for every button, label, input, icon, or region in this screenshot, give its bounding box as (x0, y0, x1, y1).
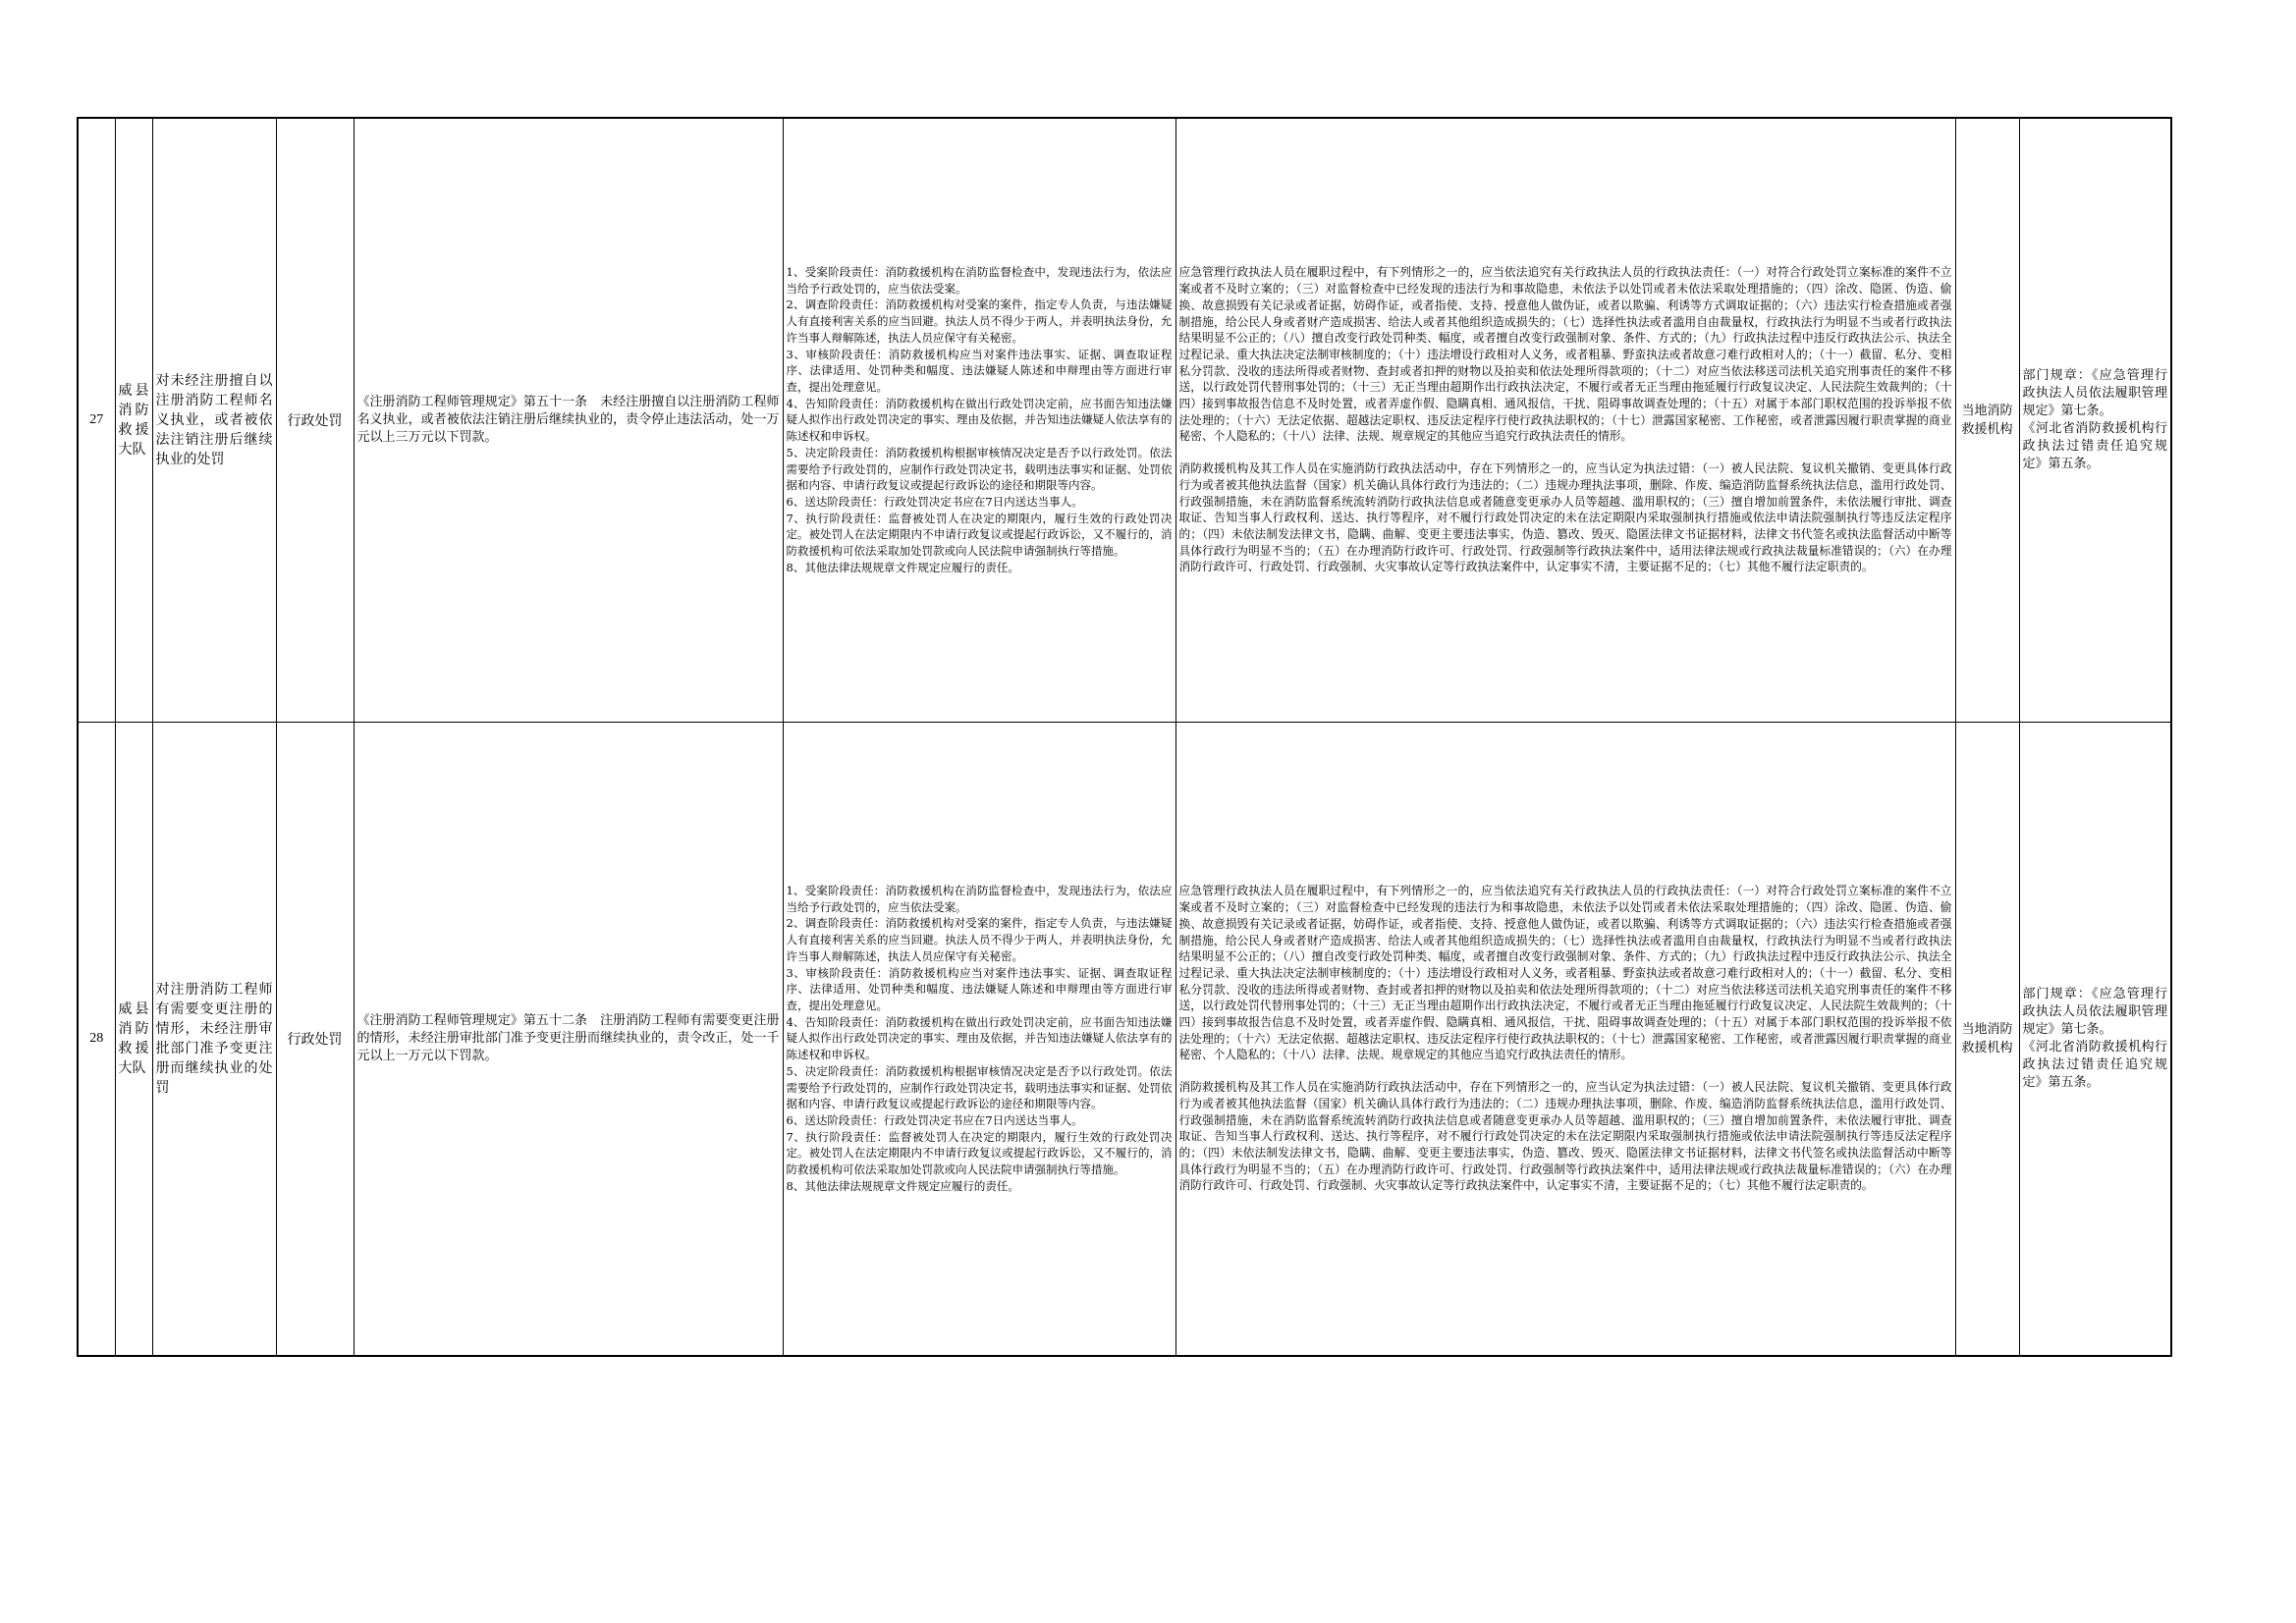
responsibility-item: 3、审核阶段责任：消防救援机构应当对案件违法事实、证据、调查取证程序、法律适用、处罚种类和幅度、违法嫌疑人陈述和申辩理由等方面进行审查，提出处理意见。 (786, 965, 1173, 1012)
item-name-cell: 对未经注册擅自以注册消防工程师名义执业，或者被依法注销注册后继续执业的处罚 (152, 118, 276, 722)
category-cell: 行政处罚 (276, 722, 354, 1356)
reference-item: 部门规章：《应急管理行政执法人员依法履职管理规定》第七条。 (2022, 986, 2167, 1037)
responsibility-item: 5、决定阶段责任：消防救援机构根据审核情况决定是否予以行政处罚。依法需要给予行政处罚的，应制作行政处罚决定书，载明违法事实和证据、处罚依据和内容、申请行政复议或提起行政诉讼的途径和期限等内容。 (786, 1063, 1173, 1111)
item-name-cell: 对注册消防工程师有需要变更注册的情形，未经注册审批部门准予变更注册而继续执业的处罚 (152, 722, 276, 1356)
responsibility-cell (783, 118, 1175, 722)
responsibility-item: 8、其他法律法规规章文件规定应履行的责任。 (786, 1178, 1019, 1193)
responsible-subject-cell: 当地消防救援机构 (1955, 722, 2019, 1356)
reference-item: 部门规章：《应急管理行政执法人员依法履职管理规定》第七条。 (2022, 367, 2167, 418)
row-number: 28 (78, 722, 115, 1356)
responsibility-item: 1、受案阶段责任：消防救援机构在消防监督检查中，发现违法行为，依法应当给予行政处罚的，应当依法受案。 (786, 265, 1173, 296)
accountability-paragraph: 应急管理行政执法人员在履职过程中，有下列情形之一的，应当依法追究有关行政执法人员的行政执法责任：（一）对符合行政处罚立案标准的案件不立案或者不及时立案的；（三）对监督检查中已经发现的违法行为和事故隐患，未依法予以处罚或者未依法采取处理措施的；（四）涂改、隐匿、伪造、偷换、故意损毁有关记录或者证据，妨碍作证，或者指使、支持、授意他人做伪证，或者以欺骗、利诱等方式调取证据的；（六）违法实行检查措施或者强制措施，给公民人身或者财产造成损害、给法人或者其他组织造成损失的；（七）选择性执法或者滥用自由裁量权，行政执法行为明显不当或者行政执法结果明显不公正的；（八）擅自改变行政处罚种类、幅度，或者擅自改变行政强制对象、条件、方式的；（九）行政执法过程中违反行政执法公示、执法全过程记录、重大执法决定法制审核制度的；（十）违法增设行政相对人义务，或者粗暴、野蛮执法或者故意刁难行政相对人的；（十一）截留、私分、变相私分罚款、没收的违法所得或者财物、查封或者扣押的财物以及拍卖和依法处理所得款项的；（十二）对应当依法移送司法机关追究刑事责任的案件不移送，以行政处罚代替刑事处罚的；（十三）无正当理由超期作出行政执法决定，不履行或者无正当理由拖延履行行政复议决定、人民法院生效裁判的；（十四）接到事故报告信息不及时处置，或者弄虚作假、隐瞒真相、通风报信，干扰、阻碍事故调查处理的；（十五）对属于本部门职权范围的投诉举报不依法处理的；（十六）无法定依据、超越法定职权、违反法定程序行使行政执法职权的；（十七）泄露国家秘密、工作秘密，或者泄露因履行职责掌握的商业秘密、个人隐私的；（十八）法律、法规、规章规定的其他应当追究行政执法责任的情形。 (1178, 265, 1952, 444)
legal-basis-cell: 《注册消防工程师管理规定》第五十二条 注册消防工程师有需要变更注册的情形，未经注册审批部门准予变更注册而继续执业的，责令改正，处一千元以上一万元以下罚款。 (354, 722, 783, 1356)
responsibility-item: 4、告知阶段责任：消防救援机构在做出行政处罚决定前，应书面告知违法嫌疑人拟作出行政处罚决定的事实、理由及依据，并告知违法嫌疑人依法享有的陈述权和申诉权。 (786, 1014, 1173, 1062)
accountability-paragraph: 消防救援机构及其工作人员在实施消防行政执法活动中，存在下列情形之一的，应当认定为执法过错：（一）被人民法院、复议机关撤销、变更具体行政行为或者被其他执法监督（国家）机关确认具体行政行为违法的；（二）违规办理执法事项，删除、作废、编造消防监督系统执法信息，滥用行政处罚、行政强制措施，未在消防监督系统流转消防行政执法信息或者随意变更承办人员等超越、滥用职权的；（三）擅自增加前置条件，未依法履行审批、调查取证、告知当事人行政权利、送达、执行等程序，对不履行行政处罚决定的未在法定期限内采取强制执行措施或依法申请法院强制执行等违反法定程序的；（四）未依法制发法律文书，隐瞒、曲解、变更主要违法事实，伪造、篡改、毁灭、隐匿法律文书证据材料，法律文书代签名或执法监督活动中断等具体行政行为明显不当的；（五）在办理消防行政许可、行政处罚、行政强制等行政执法案件中，适用法律法规或行政执法裁量标准错误的；（六）在办理消防行政许可、行政处罚、行政强制、火灾事故认定等行政执法案件中，认定事实不清，主要证据不足的；（七）其他不履行法定职责的。 (1178, 1080, 1952, 1193)
responsibility-item: 7、执行阶段责任：监督被处罚人在决定的期限内，履行生效的行政处罚决定。被处罚人在法定期限内不申请行政复议或提起行政诉讼，又不履行的，消防救援机构可依法采取加处罚款或向人民法院申请强制执行等措施。 (786, 511, 1173, 559)
department-cell: 威县消防救援大队 (115, 118, 152, 722)
responsibility-item: 8、其他法律法规规章文件规定应履行的责任。 (786, 560, 1019, 574)
responsibility-item: 4、告知阶段责任：消防救援机构在做出行政处罚决定前，应书面告知违法嫌疑人拟作出行政处罚决定的事实、理由及依据，并告知违法嫌疑人依法享有的陈述权和申诉权。 (786, 396, 1173, 444)
responsibility-item: 2、调查阶段责任：消防救援机构对受案的案件，指定专人负责，与违法嫌疑人有直接利害关系的应当回避。执法人员不得少于两人，并表明执法身份，允许当事人辩解陈述，执法人员应保守有关秘密。 (786, 916, 1173, 963)
responsibility-table (77, 117, 2172, 1357)
accountability-paragraph: 应急管理行政执法人员在履职过程中，有下列情形之一的，应当依法追究有关行政执法人员的行政执法责任：（一）对符合行政处罚立案标准的案件不立案或者不及时立案的；（三）对监督检查中已经发现的违法行为和事故隐患，未依法予以处罚或者未依法采取处理措施的；（四）涂改、隐匿、伪造、偷换、故意损毁有关记录或者证据，妨碍作证，或者指使、支持、授意他人做伪证，或者以欺骗、利诱等方式调取证据的；（六）违法实行检查措施或者强制措施，给公民人身或者财产造成损害、给法人或者其他组织造成损失的；（七）选择性执法或者滥用自由裁量权，行政执法行为明显不当或者行政执法结果明显不公正的；（八）擅自改变行政处罚种类、幅度，或者擅自改变行政强制对象、条件、方式的；（九）行政执法过程中违反行政执法公示、执法全过程记录、重大执法决定法制审核制度的；（十）违法增设行政相对人义务，或者粗暴、野蛮执法或者故意刁难行政相对人的；（十一）截留、私分、变相私分罚款、没收的违法所得或者财物、查封或者扣押的财物以及拍卖和依法处理所得款项的；（十二）对应当依法移送司法机关追究刑事责任的案件不移送，以行政处罚代替刑事处罚的；（十三）无正当理由超期作出行政执法决定，不履行或者无正当理由拖延履行行政复议决定、人民法院生效裁判的；（十四）接到事故报告信息不及时处置，或者弄虚作假、隐瞒真相、通风报信，干扰、阻碍事故调查处理的；（十五）对属于本部门职权范围的投诉举报不依法处理的；（十六）无法定依据、超越法定职权、违反法定程序行使行政执法职权的；（十七）泄露国家秘密、工作秘密，或者泄露因履行职责掌握的商业秘密、个人隐私的；（十八）法律、法规、规章规定的其他应当追究行政执法责任的情形。 (1178, 884, 1952, 1062)
responsibility-item: 6、送达阶段责任：行政处罚决定书应在7日内送达当事人。 (786, 1112, 1083, 1127)
responsibility-item: 7、执行阶段责任：监督被处罚人在决定的期限内，履行生效的行政处罚决定。被处罚人在法定期限内不申请行政复议或提起行政诉讼，又不履行的，消防救援机构可依法采取加处罚款或向人民法院申请强制执行等措施。 (786, 1129, 1173, 1177)
department-cell: 威县消防救援大队 (115, 722, 152, 1356)
table-row (78, 722, 2171, 1356)
row-number: 27 (78, 118, 115, 722)
responsible-subject-cell: 当地消防救援机构 (1955, 118, 2019, 722)
accountability-paragraph: 消防救援机构及其工作人员在实施消防行政执法活动中，存在下列情形之一的，应当认定为执法过错：（一）被人民法院、复议机关撤销、变更具体行政行为或者被其他执法监督（国家）机关确认具体行政行为违法的；（二）违规办理执法事项，删除、作废、编造消防监督系统执法信息，滥用行政处罚、行政强制措施，未在消防监督系统流转消防行政执法信息或者随意变更承办人员等超越、滥用职权的；（三）擅自增加前置条件，未依法履行审批、调查取证、告知当事人行政权利、送达、执行等程序，对不履行行政处罚决定的未在法定期限内采取强制执行措施或依法申请法院强制执行等违反法定程序的；（四）未依法制发法律文书，隐瞒、曲解、变更主要违法事实，伪造、篡改、毁灭、隐匿法律文书证据材料，法律文书代签名或执法监督活动中断等具体行政行为明显不当的；（五）在办理消防行政许可、行政处罚、行政强制等行政执法案件中，适用法律法规或行政执法裁量标准错误的；（六）在办理消防行政许可、行政处罚、行政强制、火灾事故认定等行政执法案件中，认定事实不清，主要证据不足的；（七）其他不履行法定职责的。 (1178, 461, 1952, 574)
table-row (78, 118, 2171, 722)
category-cell: 行政处罚 (276, 118, 354, 722)
accountability-cell (1175, 722, 1955, 1356)
reference-item: 《河北省消防救援机构行政执法过错责任追究规定》第五条。 (2022, 420, 2167, 471)
responsibility-item: 2、调查阶段责任：消防救援机构对受案的案件，指定专人负责，与违法嫌疑人有直接利害关系的应当回避。执法人员不得少于两人，并表明执法身份，允许当事人辩解陈述，执法人员应保守有关秘密。 (786, 298, 1173, 345)
reference-cell (2019, 118, 2171, 722)
legal-basis-cell: 《注册消防工程师管理规定》第五十一条 未经注册擅自以注册消防工程师名义执业，或者被依法注销注册后继续执业的，责令停止违法活动，处一万元以上三万元以下罚款。 (354, 118, 783, 722)
responsibility-item: 5、决定阶段责任：消防救援机构根据审核情况决定是否予以行政处罚。依法需要给予行政处罚的，应制作行政处罚决定书，载明违法事实和证据、处罚依据和内容、申请行政复议或提起行政诉讼的途径和期限等内容。 (786, 445, 1173, 493)
accountability-cell (1175, 118, 1955, 722)
responsibility-item: 6、送达阶段责任：行政处罚决定书应在7日内送达当事人。 (786, 494, 1083, 509)
reference-item: 《河北省消防救援机构行政执法过错责任追究规定》第五条。 (2022, 1039, 2167, 1090)
responsibility-item: 3、审核阶段责任：消防救援机构应当对案件违法事实、证据、调查取证程序、法律适用、处罚种类和幅度、违法嫌疑人陈述和申辩理由等方面进行审查，提出处理意见。 (786, 347, 1173, 394)
responsibility-item: 1、受案阶段责任：消防救援机构在消防监督检查中，发现违法行为，依法应当给予行政处罚的，应当依法受案。 (786, 884, 1173, 914)
reference-cell (2019, 722, 2171, 1356)
responsibility-cell (783, 722, 1175, 1356)
